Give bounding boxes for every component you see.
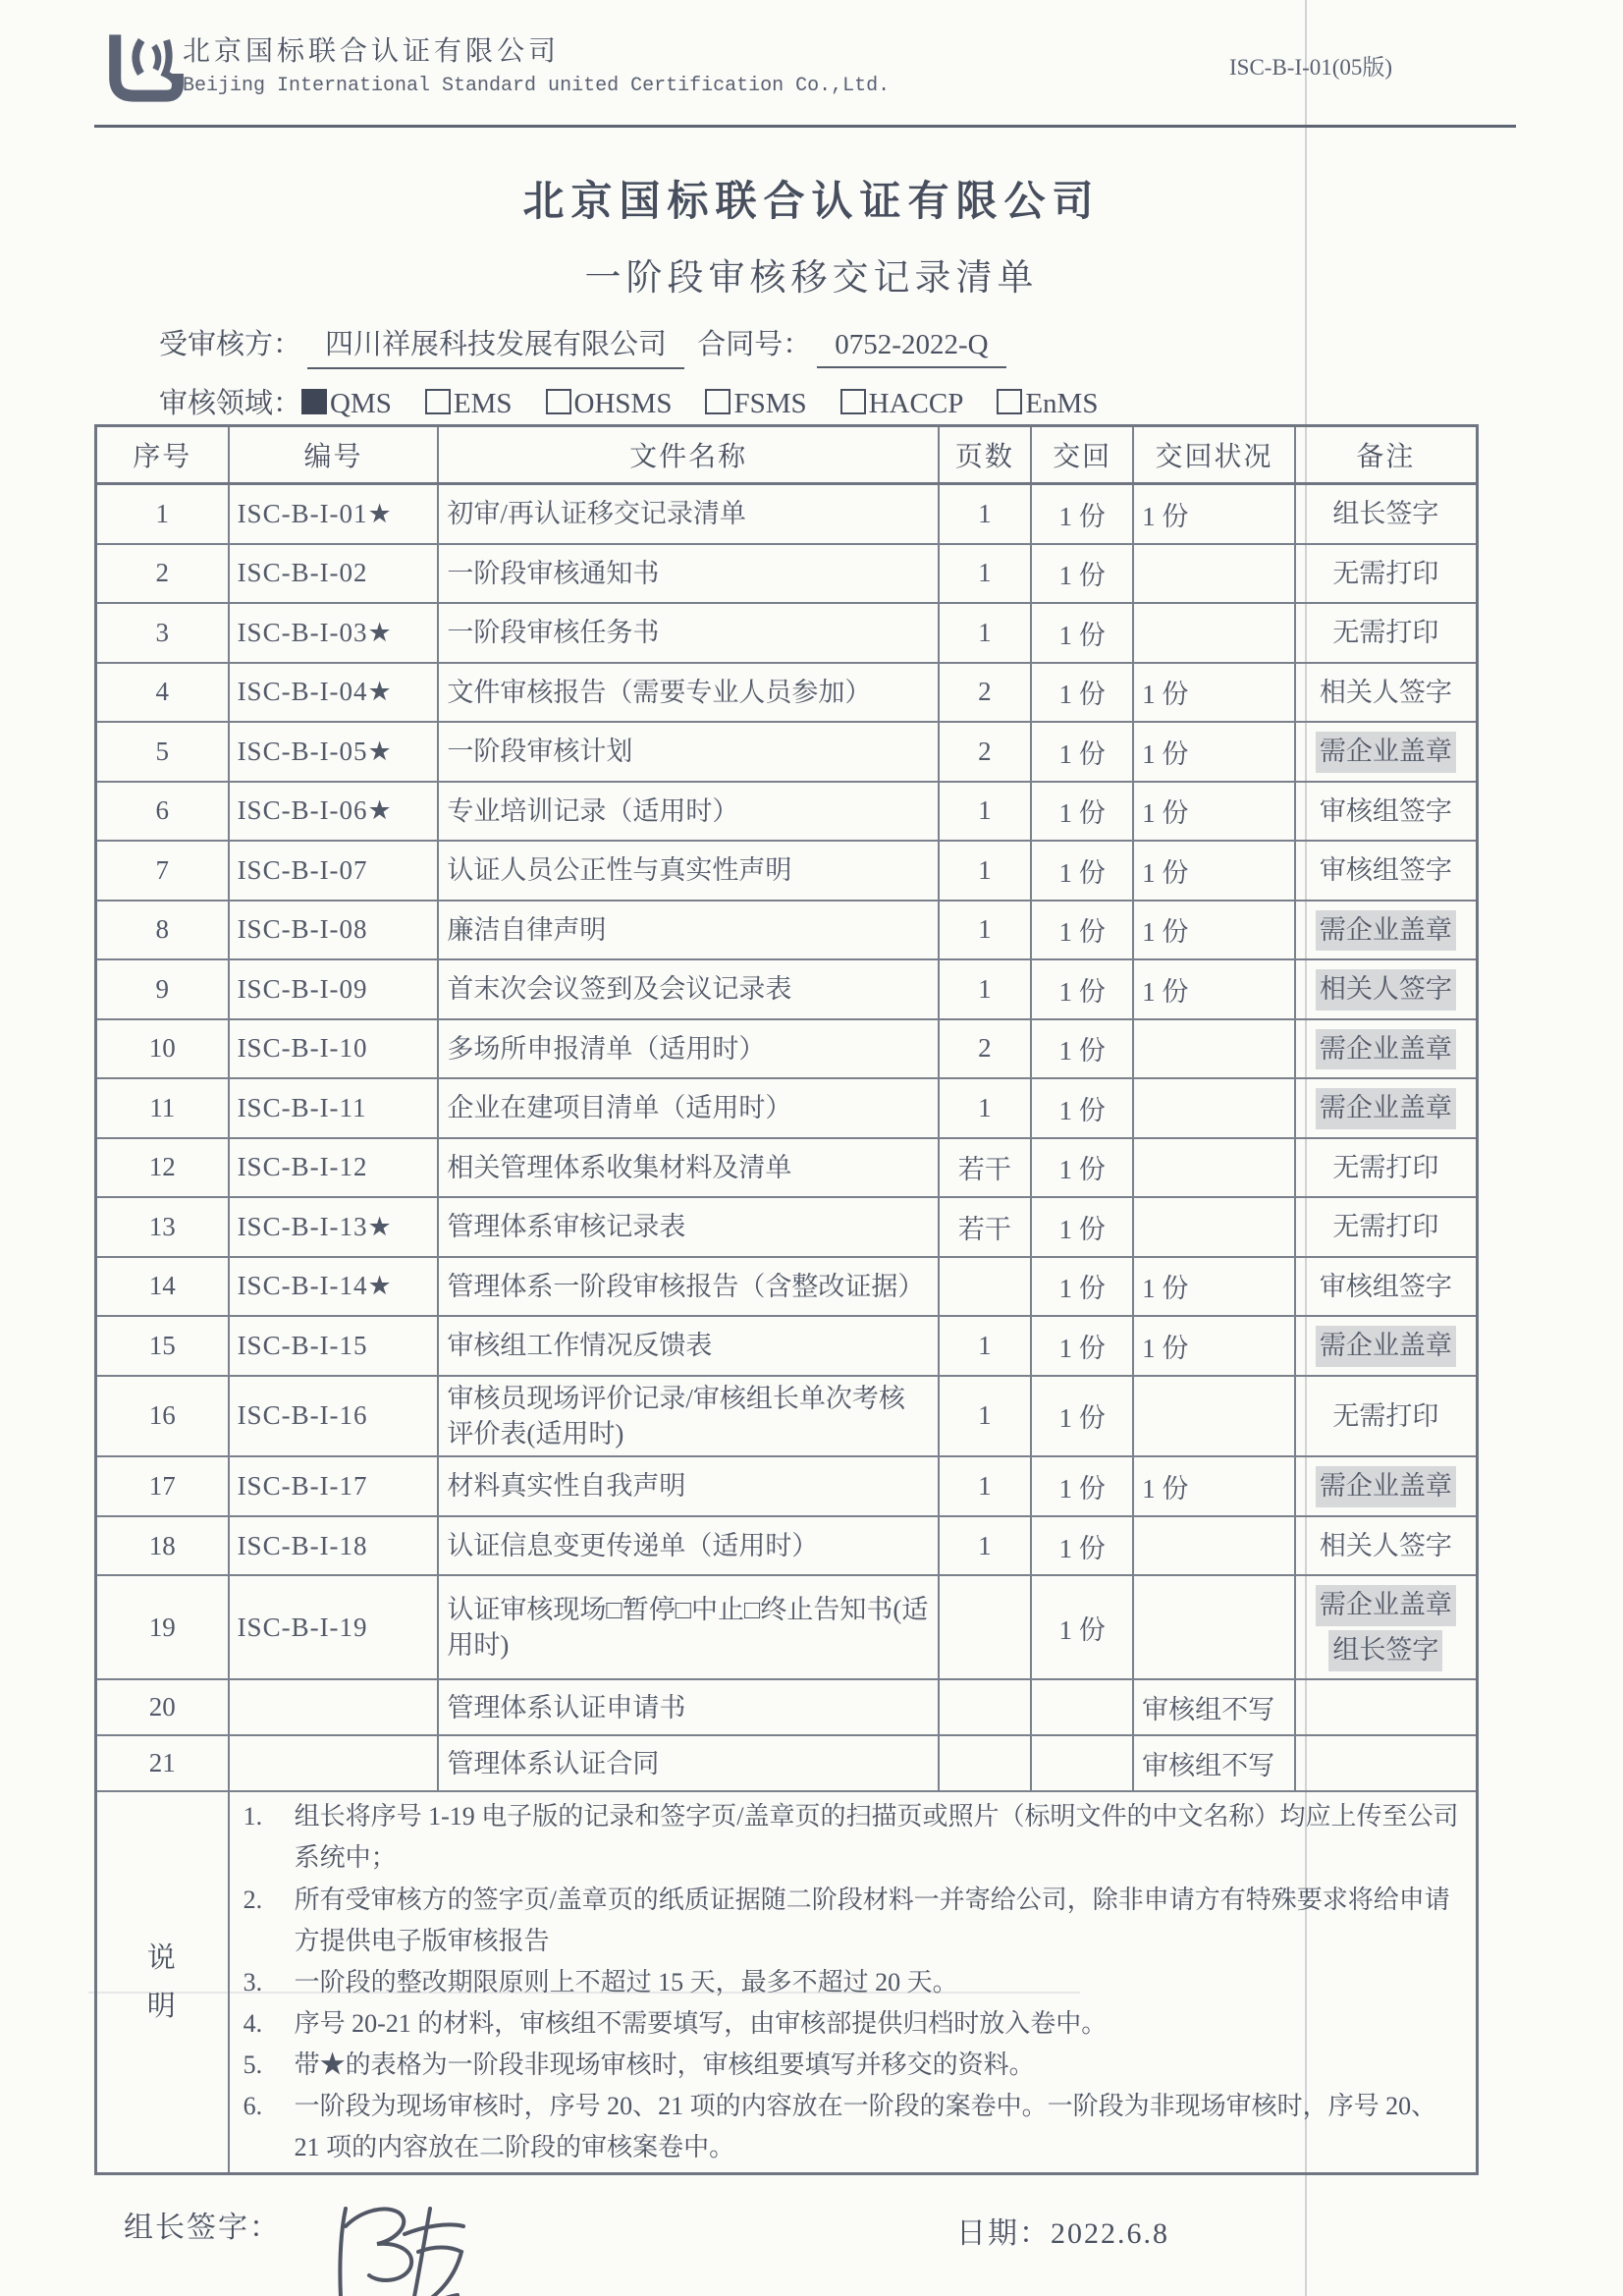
row-pages: 1 — [939, 1516, 1031, 1576]
row-seq: 21 — [96, 1735, 229, 1791]
remark-stamp-highlight: 相关人签字 — [1304, 969, 1468, 1010]
remark-stamp-highlight: 需企业盖章 — [1304, 1029, 1468, 1069]
row-remark — [1295, 1376, 1478, 1457]
table-row — [96, 782, 1478, 842]
note-text: 组长将序号 1-19 电子版的记录和签字页/盖章页的扫描页或照片（标明文件的中文名称）均应上传至公司系统中； — [294, 1802, 1459, 1873]
row-seq: 4 — [96, 663, 229, 723]
row-code: ISC-B-I-01★ — [229, 484, 439, 544]
row-doc-name: 管理体系认证申请书 — [438, 1679, 938, 1735]
checkbox-checked-icon — [301, 389, 327, 414]
checkbox-empty-icon — [840, 389, 866, 414]
note-number: 5. — [243, 2050, 263, 2080]
row-status — [1133, 1078, 1295, 1138]
row-pages: 1 — [939, 1376, 1031, 1457]
note-item — [238, 2086, 1468, 2168]
row-returned: 1 份 — [1031, 484, 1133, 544]
auditee-line — [159, 322, 1012, 369]
notes-label: 说 明 — [96, 1791, 229, 2173]
audit-domain-line — [159, 381, 1131, 421]
row-remark — [1295, 841, 1478, 901]
row-returned: 1 份 — [1031, 1456, 1133, 1516]
note-text: 一阶段为现场审核时，序号 20、21 项的内容放在一阶段的案卷中。一阶段为非现场审核时，序号 20、21 项的内容放在二阶段的审核案卷中。 — [294, 2092, 1437, 2162]
handover-record-table — [94, 424, 1479, 2175]
note-item — [238, 2003, 1468, 2045]
domain-option-label: QMS — [330, 388, 392, 419]
date-label: 日期： — [956, 2217, 1051, 2251]
contract-label: 合同号： — [697, 329, 812, 360]
remark-stamp-highlight: 需企业盖章 — [1304, 1326, 1468, 1366]
row-code: ISC-B-I-09 — [229, 959, 439, 1019]
domain-option-haccp — [840, 388, 964, 420]
row-seq: 10 — [96, 1019, 229, 1079]
row-doc-name: 文件审核报告（需要专业人员参加） — [438, 663, 938, 723]
row-remark — [1295, 1679, 1478, 1735]
table-row — [96, 1257, 1478, 1317]
row-seq: 7 — [96, 841, 229, 901]
date-value: 2022.6.8 — [1051, 2217, 1169, 2251]
row-pages: 若干 — [939, 1138, 1031, 1198]
checkbox-empty-icon — [425, 389, 451, 414]
table-row — [96, 959, 1478, 1019]
row-pages: 1 — [939, 901, 1031, 960]
remark-stamp-highlight: 需企业盖章 — [1304, 732, 1468, 772]
row-status: 审核组不写 — [1133, 1735, 1295, 1791]
domain-option-ohsms — [546, 388, 673, 420]
table-row — [96, 1516, 1478, 1576]
domain-option-label: HACCP — [868, 388, 964, 419]
row-remark — [1295, 901, 1478, 960]
notes-row — [96, 1791, 1478, 2173]
row-status — [1133, 1575, 1295, 1679]
col-header-code: 编号 — [229, 426, 439, 484]
col-header-seq: 序号 — [96, 426, 229, 484]
notes-list — [238, 1796, 1468, 2168]
row-returned: 1 份 — [1031, 1138, 1133, 1198]
notes-cell — [229, 1791, 1478, 2173]
row-seq: 14 — [96, 1257, 229, 1317]
leader-signature-label: 组长签字： — [124, 2212, 281, 2245]
row-code: ISC-B-I-19 — [229, 1575, 439, 1679]
row-code: ISC-B-I-18 — [229, 1516, 439, 1576]
row-returned: 1 份 — [1031, 1376, 1133, 1457]
company-logo — [94, 20, 185, 123]
domain-option-label: EMS — [453, 388, 513, 419]
table-row — [96, 1316, 1478, 1376]
row-returned: 1 份 — [1031, 1516, 1133, 1576]
row-returned: 1 份 — [1031, 1575, 1133, 1679]
remark-text: 无需打印 — [1332, 1212, 1439, 1241]
row-status: 1 份 — [1133, 484, 1295, 544]
row-returned: 1 份 — [1031, 1019, 1133, 1079]
row-code: ISC-B-I-06★ — [229, 782, 439, 842]
table-row — [96, 1735, 1478, 1791]
row-returned: 1 份 — [1031, 722, 1133, 782]
row-returned: 1 份 — [1031, 663, 1133, 723]
note-text: 一阶段的整改期限原则上不超过 15 天，最多不超过 20 天。 — [294, 1967, 958, 1996]
row-seq: 18 — [96, 1516, 229, 1576]
row-status: 1 份 — [1133, 722, 1295, 782]
note-number: 3. — [243, 1967, 263, 1996]
row-doc-name: 一阶段审核任务书 — [438, 603, 938, 663]
letterhead — [0, 14, 1623, 132]
row-pages: 1 — [939, 959, 1031, 1019]
note-item — [238, 2045, 1468, 2086]
row-doc-name: 认证人员公正性与真实性声明 — [438, 841, 938, 901]
row-code: ISC-B-I-15 — [229, 1316, 439, 1376]
row-seq: 20 — [96, 1679, 229, 1735]
row-returned: 1 份 — [1031, 1078, 1133, 1138]
row-code: ISC-B-I-13★ — [229, 1197, 439, 1257]
domain-option-fsms — [705, 388, 806, 420]
row-code: ISC-B-I-12 — [229, 1138, 439, 1198]
row-pages — [939, 1575, 1031, 1679]
row-remark — [1295, 1316, 1478, 1376]
row-doc-name: 认证信息变更传递单（适用时） — [438, 1516, 938, 1576]
row-pages: 1 — [939, 1456, 1031, 1516]
row-doc-name: 首末次会议签到及会议记录表 — [438, 959, 938, 1019]
row-remark — [1295, 722, 1478, 782]
row-remark — [1295, 603, 1478, 663]
remark-text: 无需打印 — [1332, 558, 1439, 588]
row-code: ISC-B-I-11 — [229, 1078, 439, 1138]
remark-text: 审核组签字 — [1319, 1271, 1452, 1301]
row-doc-name: 管理体系审核记录表 — [438, 1197, 938, 1257]
col-header-remark: 备注 — [1295, 426, 1478, 484]
row-remark — [1295, 1138, 1478, 1198]
row-code: ISC-B-I-03★ — [229, 603, 439, 663]
row-doc-name: 认证审核现场□暂停□中止□终止告知书(适用时) — [438, 1575, 938, 1679]
row-remark — [1295, 1197, 1478, 1257]
note-text: 所有受审核方的签字页/盖章页的纸质证据随二阶段材料一并寄给公司，除非申请方有特殊要求将给申请方提供电子版审核报告 — [294, 1885, 1450, 1955]
row-status — [1133, 1019, 1295, 1079]
row-status — [1133, 603, 1295, 663]
row-status — [1133, 544, 1295, 604]
signature-footer — [94, 2191, 1479, 2296]
table-row — [96, 1019, 1478, 1079]
note-item — [238, 1962, 1468, 2003]
domain-option-qms — [301, 388, 392, 420]
row-seq: 16 — [96, 1376, 229, 1457]
row-seq: 11 — [96, 1078, 229, 1138]
row-status — [1133, 1138, 1295, 1198]
row-status: 1 份 — [1133, 1456, 1295, 1516]
domain-option-label: OHSMS — [573, 388, 673, 419]
note-text: 序号 20-21 的材料，审核组不需要填写，由审核部提供归档时放入卷中。 — [294, 2008, 1108, 2038]
row-remark — [1295, 959, 1478, 1019]
checkbox-empty-icon — [997, 389, 1022, 414]
row-doc-name: 相关管理体系收集材料及清单 — [438, 1138, 938, 1198]
row-status: 审核组不写 — [1133, 1679, 1295, 1735]
table-row — [96, 1575, 1478, 1679]
row-seq: 5 — [96, 722, 229, 782]
row-code: ISC-B-I-10 — [229, 1019, 439, 1079]
row-doc-name: 一阶段审核计划 — [438, 722, 938, 782]
table-row — [96, 901, 1478, 960]
row-returned: 1 份 — [1031, 901, 1133, 960]
row-returned — [1031, 1679, 1133, 1735]
remark-text: 无需打印 — [1332, 1400, 1439, 1431]
document-title-company: 北京国标联合认证有限公司 — [522, 180, 1101, 225]
row-status — [1133, 1516, 1295, 1576]
row-pages: 1 — [939, 484, 1031, 544]
remark-text: 相关人签字 — [1319, 1530, 1452, 1560]
row-seq: 6 — [96, 782, 229, 842]
letterhead-company-name-cn: 北京国标联合认证有限公司 — [183, 36, 561, 67]
table-row — [96, 484, 1478, 544]
table-row — [96, 1138, 1478, 1198]
letterhead-company-name-en: Beijing International Standard united Certification Co.,Ltd. — [183, 75, 891, 97]
table-row — [96, 1456, 1478, 1516]
row-returned: 1 份 — [1031, 959, 1133, 1019]
row-remark — [1295, 1575, 1478, 1679]
audit-domain-label: 审核领域： — [159, 388, 302, 419]
domain-option-label: EnMS — [1025, 388, 1099, 419]
auditee-label: 受审核方： — [159, 329, 302, 360]
row-code: ISC-B-I-02 — [229, 544, 439, 604]
table-row — [96, 544, 1478, 604]
row-seq: 2 — [96, 544, 229, 604]
row-remark — [1295, 663, 1478, 723]
row-seq: 9 — [96, 959, 229, 1019]
remark-stamp-highlight: 组长签字 — [1304, 1630, 1468, 1670]
col-header-return: 交回 — [1031, 426, 1133, 484]
auditee-value: 四川祥展科技发展有限公司 — [307, 322, 684, 369]
row-doc-name: 专业培训记录（适用时） — [438, 782, 938, 842]
row-remark — [1295, 1257, 1478, 1317]
row-doc-name: 一阶段审核通知书 — [438, 544, 938, 604]
row-code: ISC-B-I-07 — [229, 841, 439, 901]
leader-signature-handwriting — [320, 2187, 516, 2296]
row-status: 1 份 — [1133, 841, 1295, 901]
row-code — [229, 1735, 439, 1791]
row-status: 1 份 — [1133, 959, 1295, 1019]
domain-option-label: FSMS — [733, 388, 807, 419]
note-number: 6. — [243, 2092, 263, 2121]
row-code — [229, 1679, 439, 1735]
remark-text: 无需打印 — [1332, 618, 1439, 647]
row-doc-name: 管理体系认证合同 — [438, 1735, 938, 1791]
row-pages — [939, 1735, 1031, 1791]
remark-text: 审核组签字 — [1319, 795, 1452, 826]
row-seq: 13 — [96, 1197, 229, 1257]
row-remark — [1295, 1456, 1478, 1516]
row-pages: 1 — [939, 1316, 1031, 1376]
row-doc-name: 审核员现场评价记录/审核组长单次考核评价表(适用时) — [438, 1376, 938, 1457]
row-remark — [1295, 782, 1478, 842]
remark-stamp-highlight: 需企业盖章 — [1304, 1466, 1468, 1506]
remark-stamp-highlight: 需企业盖章 — [1304, 1088, 1468, 1128]
col-header-docname: 文件名称 — [438, 426, 938, 484]
table-row — [96, 722, 1478, 782]
row-remark — [1295, 1735, 1478, 1791]
row-remark — [1295, 1516, 1478, 1576]
row-pages: 1 — [939, 603, 1031, 663]
table-row — [96, 1197, 1478, 1257]
row-doc-name: 企业在建项目清单（适用时） — [438, 1078, 938, 1138]
document-body — [94, 424, 1479, 2296]
row-status: 1 份 — [1133, 782, 1295, 842]
domain-option-ems — [425, 388, 513, 420]
row-seq: 8 — [96, 901, 229, 960]
row-returned: 1 份 — [1031, 603, 1133, 663]
row-remark — [1295, 484, 1478, 544]
row-seq: 19 — [96, 1575, 229, 1679]
row-doc-name: 材料真实性自我声明 — [438, 1456, 938, 1516]
remark-text: 审核组签字 — [1319, 855, 1452, 885]
remark-text: 相关人签字 — [1319, 677, 1452, 707]
row-remark — [1295, 1078, 1478, 1138]
table-row — [96, 841, 1478, 901]
note-number: 2. — [243, 1885, 263, 1914]
row-returned: 1 份 — [1031, 782, 1133, 842]
row-code: ISC-B-I-05★ — [229, 722, 439, 782]
row-doc-name: 多场所申报清单（适用时） — [438, 1019, 938, 1079]
row-status: 1 份 — [1133, 1316, 1295, 1376]
row-pages: 1 — [939, 782, 1031, 842]
row-code: ISC-B-I-17 — [229, 1456, 439, 1516]
remark-text: 组长签字 — [1332, 499, 1439, 528]
row-returned: 1 份 — [1031, 1197, 1133, 1257]
row-status: 1 份 — [1133, 663, 1295, 723]
table-row — [96, 603, 1478, 663]
document-code: ISC-B-I-01(05版) — [1229, 55, 1393, 80]
row-seq: 1 — [96, 484, 229, 544]
row-returned — [1031, 1735, 1133, 1791]
table-row — [96, 1376, 1478, 1457]
row-code: ISC-B-I-16 — [229, 1376, 439, 1457]
remark-stamp-highlight: 需企业盖章 — [1304, 910, 1468, 951]
row-code: ISC-B-I-14★ — [229, 1257, 439, 1317]
row-pages — [939, 1257, 1031, 1317]
remark-text: 无需打印 — [1332, 1152, 1439, 1182]
checkbox-empty-icon — [705, 389, 730, 414]
row-code: ISC-B-I-08 — [229, 901, 439, 960]
header-divider — [94, 125, 1516, 128]
row-doc-name: 审核组工作情况反馈表 — [438, 1316, 938, 1376]
row-pages: 1 — [939, 841, 1031, 901]
document-title-form-name: 一阶段审核移交记录清单 — [584, 258, 1039, 299]
table-row — [96, 1078, 1478, 1138]
row-seq: 17 — [96, 1456, 229, 1516]
row-code: ISC-B-I-04★ — [229, 663, 439, 723]
row-pages: 2 — [939, 1019, 1031, 1079]
row-doc-name: 管理体系一阶段审核报告（含整改证据） — [438, 1257, 938, 1317]
table-header-row — [96, 426, 1478, 484]
row-pages: 若干 — [939, 1197, 1031, 1257]
note-item — [238, 1796, 1468, 1879]
note-text: 带★的表格为一阶段非现场审核时，审核组要填写并移交的资料。 — [294, 2050, 1035, 2080]
row-pages: 2 — [939, 722, 1031, 782]
row-seq: 15 — [96, 1316, 229, 1376]
row-pages: 1 — [939, 1078, 1031, 1138]
domain-option-enms — [997, 388, 1098, 420]
row-pages: 1 — [939, 544, 1031, 604]
row-doc-name: 廉洁自律声明 — [438, 901, 938, 960]
checkbox-empty-icon — [546, 389, 571, 414]
col-header-status: 交回状况 — [1133, 426, 1295, 484]
note-number: 1. — [243, 1802, 263, 1831]
row-returned: 1 份 — [1031, 544, 1133, 604]
table-row — [96, 663, 1478, 723]
document-table-body — [96, 484, 1478, 1792]
row-status — [1133, 1197, 1295, 1257]
row-returned: 1 份 — [1031, 841, 1133, 901]
audit-domain-options — [301, 388, 1131, 419]
row-returned: 1 份 — [1031, 1316, 1133, 1376]
row-status: 1 份 — [1133, 901, 1295, 960]
row-doc-name: 初审/再认证移交记录清单 — [438, 484, 938, 544]
contract-value: 0752-2022-Q — [817, 329, 1005, 368]
row-status — [1133, 1376, 1295, 1457]
col-header-pages: 页数 — [939, 426, 1031, 484]
row-seq: 12 — [96, 1138, 229, 1198]
note-item — [238, 1880, 1468, 1962]
row-remark — [1295, 1019, 1478, 1079]
row-returned: 1 份 — [1031, 1257, 1133, 1317]
table-row — [96, 1679, 1478, 1735]
row-remark — [1295, 544, 1478, 604]
remark-stamp-highlight: 需企业盖章 — [1304, 1585, 1468, 1625]
row-pages: 2 — [939, 663, 1031, 723]
row-status: 1 份 — [1133, 1257, 1295, 1317]
date-line — [956, 2209, 1169, 2252]
row-pages — [939, 1679, 1031, 1735]
row-seq: 3 — [96, 603, 229, 663]
note-number: 4. — [243, 2008, 263, 2038]
